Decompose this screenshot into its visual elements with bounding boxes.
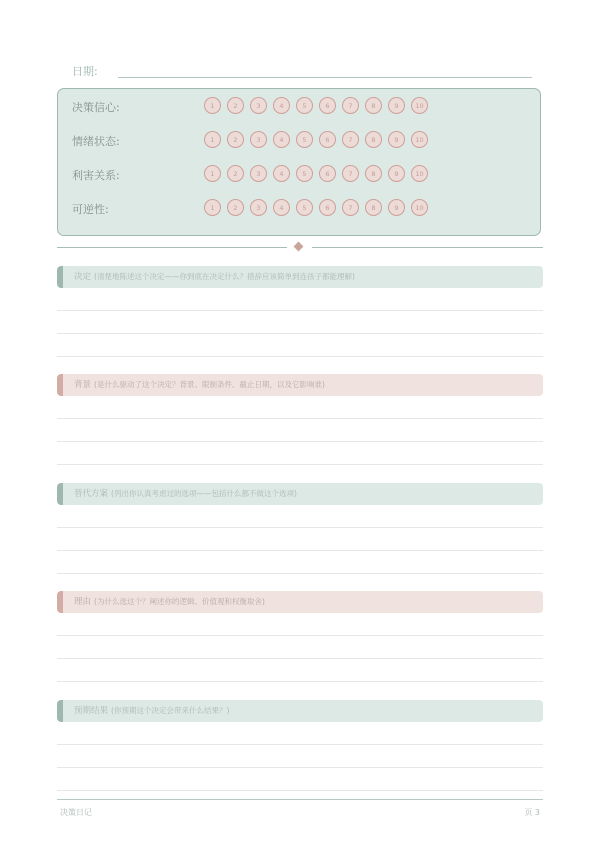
writing-line[interactable] [57,573,543,574]
rating-option-8[interactable]: 8 [365,199,382,216]
section-hint: (为什么选这个？阐述你的逻辑、价值观和权衡取舍) [94,597,265,606]
section-header [57,266,543,288]
rating-row-confidence [72,97,532,117]
section-background [57,374,543,465]
rating-option-1[interactable]: 1 [204,97,221,114]
rating-option-9[interactable]: 9 [388,131,405,148]
section-title: 替代方案 [74,489,109,499]
rating-row-reversibility [72,199,532,219]
rating-row-emotion [72,131,532,151]
rating-option-8[interactable]: 8 [365,97,382,114]
writing-line[interactable] [57,356,543,357]
rating-option-8[interactable]: 8 [365,165,382,182]
date-label: 日期: [72,65,98,78]
rating-option-6[interactable]: 6 [319,97,336,114]
section-header [57,591,543,613]
section-header [57,483,543,505]
rating-scale [204,165,434,182]
writing-line[interactable] [57,441,543,442]
writing-line[interactable] [57,527,543,528]
rating-option-9[interactable]: 9 [388,165,405,182]
writing-line[interactable] [57,333,543,334]
rating-option-5[interactable]: 5 [296,199,313,216]
rating-option-7[interactable]: 7 [342,199,359,216]
rating-option-10[interactable]: 10 [411,165,428,182]
writing-line[interactable] [57,418,543,419]
writing-line[interactable] [57,790,543,791]
rating-option-7[interactable]: 7 [342,131,359,148]
rating-option-10[interactable]: 10 [411,199,428,216]
section-title: 理由 [74,597,92,607]
section-decision [57,266,543,357]
rating-scale [204,97,434,114]
rating-option-3[interactable]: 3 [250,165,267,182]
rating-option-1[interactable]: 1 [204,165,221,182]
footer-rule [57,799,543,800]
rating-option-2[interactable]: 2 [227,131,244,148]
date-input-line[interactable] [118,77,532,78]
rating-option-9[interactable]: 9 [388,97,405,114]
date-row [72,62,532,80]
rating-option-2[interactable]: 2 [227,97,244,114]
section-expected-outcome [57,700,543,791]
rating-row-stakes [72,165,532,185]
writing-line[interactable] [57,464,543,465]
rating-option-3[interactable]: 3 [250,131,267,148]
rating-scale [204,131,434,148]
writing-line[interactable] [57,744,543,745]
rating-option-8[interactable]: 8 [365,131,382,148]
rating-option-6[interactable]: 6 [319,199,336,216]
rating-panel [57,88,541,236]
section-divider [57,241,543,253]
section-header [57,374,543,396]
rating-option-4[interactable]: 4 [273,165,290,182]
rating-option-5[interactable]: 5 [296,165,313,182]
section-title: 决定 [74,272,92,282]
rating-label: 情绪状态: [72,135,120,148]
section-hint: (你预期这个决定会带来什么结果？) [111,706,230,715]
writing-line[interactable] [57,767,543,768]
writing-line[interactable] [57,658,543,659]
rating-label: 决策信心: [72,101,120,114]
rating-option-4[interactable]: 4 [273,131,290,148]
rating-option-10[interactable]: 10 [411,97,428,114]
rating-option-1[interactable]: 1 [204,199,221,216]
section-hint: (是什么驱动了这个决定？背景、限制条件、截止日期，以及它影响谁) [94,380,325,389]
rating-option-5[interactable]: 5 [296,131,313,148]
writing-line[interactable] [57,550,543,551]
rating-option-2[interactable]: 2 [227,199,244,216]
writing-line[interactable] [57,635,543,636]
rating-option-3[interactable]: 3 [250,97,267,114]
writing-line[interactable] [57,310,543,311]
section-header [57,700,543,722]
section-hint: (清楚地陈述这个决定——你到底在决定什么？措辞应该简单到连孩子都能理解) [94,272,355,281]
rating-scale [204,199,434,216]
rating-option-7[interactable]: 7 [342,165,359,182]
diamond-ornament-icon [294,242,304,252]
rating-option-3[interactable]: 3 [250,199,267,216]
rating-option-10[interactable]: 10 [411,131,428,148]
section-hint: (列出你认真考虑过的选项——包括什么都不做这个选项) [111,489,297,498]
rating-option-9[interactable]: 9 [388,199,405,216]
section-reasoning [57,591,543,682]
rating-option-5[interactable]: 5 [296,97,313,114]
section-alternatives [57,483,543,574]
rating-label: 可逆性: [72,203,109,216]
rating-option-2[interactable]: 2 [227,165,244,182]
rating-option-4[interactable]: 4 [273,199,290,216]
rating-label: 利害关系: [72,169,120,182]
rating-option-4[interactable]: 4 [273,97,290,114]
footer-title: 决策日记 [60,808,92,817]
page-number: 页 3 [524,808,540,817]
rating-option-7[interactable]: 7 [342,97,359,114]
rating-option-6[interactable]: 6 [319,165,336,182]
section-title: 背景 [74,380,92,390]
section-title: 预期结果 [74,706,109,716]
rating-option-1[interactable]: 1 [204,131,221,148]
writing-line[interactable] [57,681,543,682]
rating-option-6[interactable]: 6 [319,131,336,148]
